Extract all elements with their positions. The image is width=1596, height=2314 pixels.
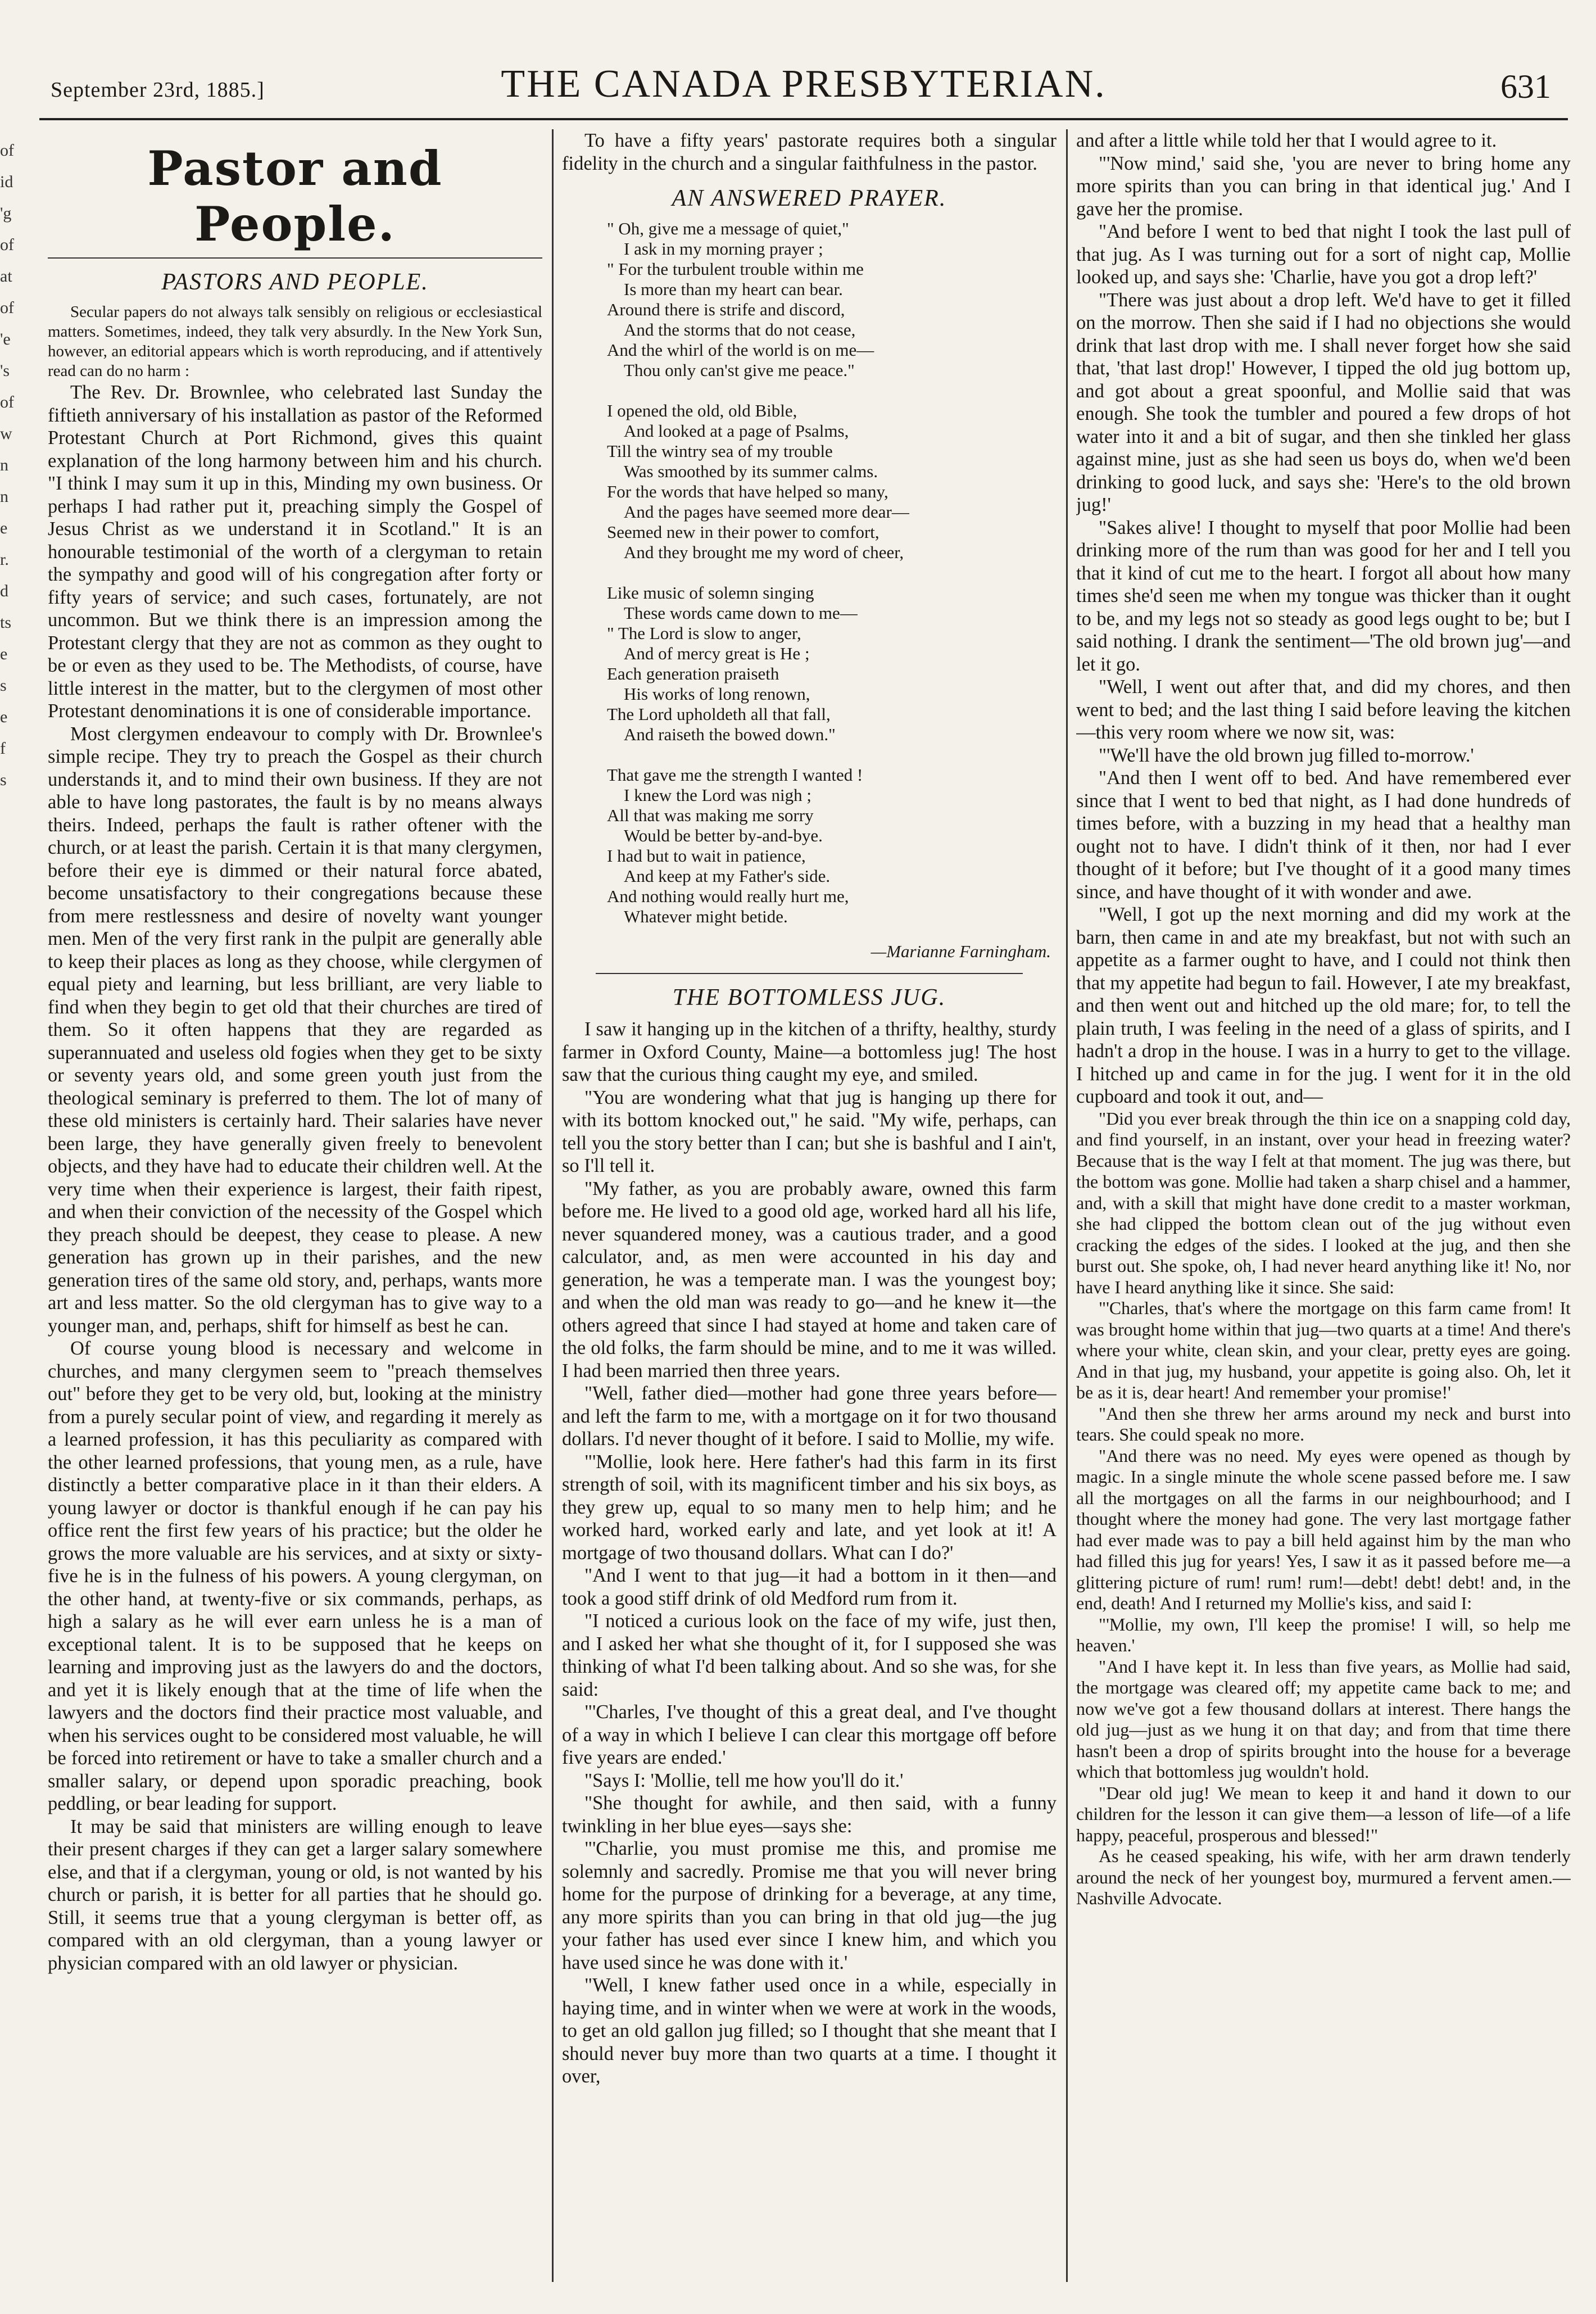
article-body-continued <box>1076 1108 1571 1909</box>
article-intro: Secular papers do not always talk sensibly on religious or ecclesiastical matters. Sometimes, indeed, they talk very absurdly. In the New York Sun, however, an editorial appears which is worth reproducing, and if attentively read can do no harm : <box>48 303 542 380</box>
paragraph: "'Mollie, my own, I'll keep the promise! I will, so help me heaven.' <box>1076 1614 1571 1655</box>
paragraph: It may be said that ministers are willing enough to leave their present charges if they can get a larger salary somewhere else, and that if a clergyman, young or old, is not wanted by his church or parish, it is better for all parties that he should go. Still, it seems true that a young clergyman is better off, as compared with an old clergyman, than a young lawyer or physician compared with an old lawyer or physician. <box>48 1815 542 1974</box>
margin-mark: w <box>0 424 12 443</box>
paragraph: "Dear old jug! We mean to keep it and hand it down to our children for the lesson it can give them—a lesson of life—of a life happy, peaceful, prosperous and blessed!" <box>1076 1782 1571 1845</box>
margin-mark: ts <box>0 613 12 632</box>
paragraph: "'Charlie, you must promise me this, and promise me solemnly and sacredly. Promise me that you will never bring home for the purpose of drinking for a beverage, at any time, any more spirits than you can bring in that old jug—the jug your father has used ever since I knew him, and which you have used since he was done with it.' <box>562 1838 1057 1973</box>
paragraph: "There was just about a drop left. We'd have to get it filled on the morrow. Then she said if I had no objections she would drink that last drop with me. I shall never forget how she said that, 'that last drop!' However, I tipped the old jug bottom up, and got about a great spoonful, and Mollie said that was enough. She took the tumbler and poured a few drops of hot water into it and a bit of sugar, and then she tinkled her glass against mine, just as she had seen us boys do, when we'd been drinking to good luck, and says she: 'Here's to the old brown jug!' <box>1076 289 1571 515</box>
margin-mark: 'g <box>0 204 12 223</box>
paragraph: "And I have kept it. In less than five years, as Mollie had said, the mortgage was cleared off; my appetite came back to me; and now we've got a few thousand dollars at interest. There hangs the old jug—just as we hung it on that day; and from that time there hasn't been a drop of spirits brought into the house for a beverage which that bottomless jug wouldn't hold. <box>1076 1656 1571 1782</box>
poem-author: —Marianne Farningham. <box>870 941 1051 961</box>
poem-line: Like music of solemn singing <box>607 583 814 603</box>
article-body <box>48 381 542 1975</box>
poem-line: The Lord upholdeth all that fall, <box>607 704 831 724</box>
article-title: THE BOTTOMLESS JUG. <box>672 985 946 1011</box>
poem-line: " For the turbulent trouble within me <box>607 259 864 279</box>
poem-body <box>607 219 1057 927</box>
margin-mark: s <box>0 771 7 789</box>
margin-mark: n <box>0 487 8 506</box>
paragraph: "Well, I got up the next morning and did my work at the barn, then came in and ate my breakfast, but not with such an appetite as a farmer ought to have, and I could not think then that my appetite had begun to fail. However, I ate my breakfast, and then went out and hitched up the old mare; for, to tell the plain truth, I was feeling in the need of a glass of spirits, and I hadn't a drop in the house. I was in a hurry to get to the village. I hitched up and came in for the jug. I went for it in the old cupboard and took it out, and— <box>1076 904 1571 1107</box>
margin-mark: f <box>0 739 6 758</box>
poem-line: That gave me the strength I wanted ! <box>607 765 863 785</box>
margin-mark: e <box>0 519 8 537</box>
poem-line: And looked at a page of Psalms, <box>624 421 849 441</box>
department-heading: Pastor and People. <box>147 141 443 252</box>
poem-line: " Oh, give me a message of quiet," <box>607 219 849 238</box>
margin-mark: s <box>0 676 7 695</box>
poem-stanza <box>607 401 1057 563</box>
poem-line: And they brought me my word of cheer, <box>624 542 904 562</box>
article-rule <box>596 973 1023 974</box>
poem-line: And the whirl of the world is on me— <box>607 340 874 360</box>
paragraph: "'Charles, I've thought of this a great deal, and I've thought of a way in which I believe I can clear this mortgage off before five years are ended.' <box>562 1701 1057 1768</box>
paragraph: "And then I went off to bed. And have remembered ever since that I went to bed that night, as I had done hundreds of times before, with a buzzing in my head that a healthy man ought not to have. I didn't think of it then, nor had I ever thought of it before; but I've thought of it a good many times since, and have thought of it with wonder and awe. <box>1076 767 1571 903</box>
margin-mark: of <box>0 236 14 254</box>
poem-line: I knew the Lord was nigh ; <box>624 785 812 805</box>
margin-mark: n <box>0 456 8 474</box>
poem-line: And the pages have seemed more dear— <box>624 502 909 522</box>
poem-line: Each generation praiseth <box>607 664 779 683</box>
paragraph: As he ceased speaking, his wife, with her arm drawn tenderly around the neck of her youngest boy, murmured a fervent amen.—Nashville Advocate. <box>1076 1846 1571 1908</box>
margin-mark: e <box>0 708 8 726</box>
poem-line: And the storms that do not cease, <box>624 320 856 339</box>
poem-stanza <box>607 583 1057 745</box>
paragraph: "I noticed a curious look on the face of my wife, just then, and I asked her what she thought of it, for I supposed she was thinking of what I'd been talking about. And so she was, for she said: <box>562 1610 1057 1700</box>
paragraph: "And then she threw her arms around my neck and burst into tears. She could speak no more. <box>1076 1403 1571 1444</box>
poem-stanza <box>607 765 1057 927</box>
article-body <box>562 1018 1057 2088</box>
poem-line: His works of long renown, <box>624 684 810 704</box>
paragraph: Of course young blood is necessary and welcome in churches, and many clergymen seem to "preach themselves out" before they get to be very old, but, looking at the ministry from a purely secular point of view, and regarding it merely as a learned profession, it has this peculiarity as compared with the other learned professions, that young men, as a rule, have distinctly a better comparative place in it than their elders. A young lawyer or doctor is thankful enough if he can pay his office rent the first few years of his practice; but the older he grows the more valuable are his services, and at sixty or sixty-five he is in the fulness of his powers. A young clergyman, on the other hand, at twenty-five or six commands, perhaps, as high a salary as he will ever earn unless he is a man of exceptional talent. It is to be supposed that he keeps on learning and improving just as the lawyers do and the doctors, and yet it is likely enough that at the time of life when the lawyers and the doctors find their practice most valuable, and when his services ought to be considered most valuable, he will be forced into retirement or have to take a smaller church and a smaller salary, or depend upon sporadic preaching, book peddling, or bear leading for support. <box>48 1338 542 1814</box>
left-margin-marks <box>0 135 29 796</box>
paragraph: "She thought for awhile, and then said, with a funny twinkling in her blue eyes—says she: <box>562 1792 1057 1837</box>
poem-line: Was smoothed by its summer calms. <box>624 461 878 481</box>
paragraph: "And I went to that jug—it had a bottom in it then—and took a good stiff drink of old Medford rum from it. <box>562 1565 1057 1609</box>
heading-rule <box>48 257 542 259</box>
margin-mark: r. <box>0 550 9 569</box>
page-number: 631 <box>1500 68 1551 105</box>
poem-line: These words came down to me— <box>624 603 858 623</box>
paragraph: "'Charles, that's where the mortgage on this farm came from! It was brought home within that jug—two quarts at a time! And there's where your white, clean skin, and your clear, pretty eyes are going. And in that jug, my husband, your appetite is going also. Oh, let it be as it is, dear heart! And remember your promise!' <box>1076 1298 1571 1402</box>
poem-line: And nothing would really hurt me, <box>607 886 849 906</box>
paragraph: "Well, father died—mother had gone three years before—and left the farm to me, with a mortgage on it for two thousand dollars. I'd never thought of it before. I said to Mollie, my wife. <box>562 1383 1057 1450</box>
newspaper-title: THE CANADA PRESBYTERIAN. <box>501 62 1107 106</box>
poem-line: Seemed new in their power to comfort, <box>607 522 879 542</box>
poem-line: And of mercy great is He ; <box>624 644 810 663</box>
poem-title: AN ANSWERED PRAYER. <box>672 185 947 211</box>
poem-line: Around there is strife and discord, <box>607 300 845 319</box>
poem-line: And keep at my Father's side. <box>624 866 831 886</box>
margin-mark: of <box>0 141 14 160</box>
margin-mark: at <box>0 267 12 286</box>
paragraph: I saw it hanging up in the kitchen of a thrifty, healthy, sturdy farmer in Oxford County, Maine—a bottomless jug! The host saw that the curious thing caught my eye, and smiled. <box>562 1018 1057 1085</box>
paragraph: "Did you ever break through the thin ice on a snapping cold day, and find yourself, in an instant, over your head in freezing water? Because that is the way I felt at that moment. The jug was there, but the bottom was gone. Mollie had taken a sharp chisel and a hammer, and, with a skill that might have done credit to a master workman, she had clipped the bottom clean out of the jug without even cracking the edges of the sides. I looked at the jug, and then she burst out. She spoke, oh, I had never heard anything like it! No, nor have I heard anything like it since. She said: <box>1076 1108 1571 1297</box>
poem-line: I had but to wait in patience, <box>607 846 806 866</box>
column-3 <box>1076 129 1571 2288</box>
header-rule <box>39 118 1568 120</box>
paragraph: "'Mollie, look here. Here father's had this farm in its first strength of soil, with its magnificent timber and his six boys, as they grew up, equal to so many men to help him; and he worked hard, worked early and late, and yet look at it! A mortgage of two thousand dollars. What can I do?' <box>562 1451 1057 1564</box>
column-1 <box>48 129 542 2288</box>
issue-date: September 23rd, 1885.] <box>51 78 265 102</box>
poem-line: Whatever might betide. <box>624 907 788 926</box>
paragraph: "Sakes alive! I thought to myself that poor Mollie had been drinking more of the rum than was good for her and I tell you that it kind of cut me to the heart. I forgot all about how many times she'd seen me when my tongue was thicker than it ought to be, and my legs not so steady as good legs ought to be; but I said nothing. I drank the sentiment—'The old brown jug'—and let it go. <box>1076 517 1571 675</box>
margin-mark: 'e <box>0 330 11 348</box>
poem-stanza <box>607 219 1057 381</box>
paragraph: "Well, I knew father used once in a while, especially in haying time, and in winter when we were at work in the woods, to get an old gallon jug filled; so I thought that she meant that I should never buy more than two quarts at a time. I thought it over, <box>562 1975 1057 2087</box>
margin-mark: id <box>0 173 13 191</box>
paragraph: The Rev. Dr. Brownlee, who celebrated last Sunday the fiftieth anniversary of his installation as pastor of the Reformed Protestant Church at Port Richmond, gives this quaint explanation of the long harmony between him and his church. "I think I may sum it up in this, Minding my own business. Or perhaps I had rather put it, preaching simply the Gospel of Jesus Christ as we understand it in Scotland." It is an honourable testimonial of the worth of a clergyman to retain the sympathy and good will of his congregation after forty or fifty years of service; and such cases, fortunately, are not uncommon. But we think there is an impression among the Protestant clergy that they are not as common as they ought to be or even as they used to be. The Methodists, of course, have little interest in the matter, but to the clergymen of most other Protestant denominations it is one of considerable importance. <box>48 382 542 722</box>
column-lead-text: To have a fifty years' pastorate requires both a singular fidelity in the church and a singular faithfulness in the pastor. <box>562 130 1057 174</box>
margin-mark: e <box>0 645 8 663</box>
paragraph: and after a little while told her that I would agree to it. <box>1076 130 1497 151</box>
poem-line: All that was making me sorry <box>607 805 814 825</box>
paragraph: Most clergymen endeavour to comply with Dr. Brownlee's simple recipe. They try to preach the Gospel as their church understands it, and to mind their own business. If they are not able to have long pastorates, the fault is by no means always theirs. Indeed, perhaps the fault is rather oftener with the church, or at least the parish. Certain it is that many clergymen, before their eye is dimmed or their natural force abated, become unsatisfactory to their congregations because these from mere restlessness and desire of novelty want younger men. Men of the very first rank in the pulpit are generally able to keep their places as long as they choose, while clergymen of equal piety and learning, but less brilliant, are very liable to find when they begin to get old that their churches are tired of them. So it often happens that they are regarded as superannuated and useless old fogies when they get to be sixty or seventy years old, and some green youth just from the theological seminary is preferred to them. The lot of many of these old ministers is certainly hard. Their salaries have never been large, they have generally given freely to benevolent objects, and they have had to educate their children well. At the very time when their experience is largest, their faith ripest, and when their conviction of the necessity of the Gospel which they preach should be deepest, they cease to please. A new generation has grown up in their parishes, and the new generation tires of the same old story, and, perhaps, wants more art and less matter. So the old clergyman has to give way to a younger man, and, perhaps, shift for himself as best he can. <box>48 723 542 1337</box>
poem-line: Is more than my heart can bear. <box>624 279 843 299</box>
margin-mark: of <box>0 393 14 411</box>
paragraph: "You are wondering what that jug is hanging up there for with its bottom knocked out," he said. "My wife, perhaps, can tell you the story better than I can; but she is bashful and I ain't, so I'll tell it. <box>562 1086 1057 1176</box>
poem-line: " The Lord is slow to anger, <box>607 623 801 643</box>
poem-line: For the words that have helped so many, <box>607 482 888 501</box>
article-title: PASTORS AND PEOPLE. <box>161 269 429 295</box>
paragraph: "And there was no need. My eyes were opened as though by magic. In a single minute the whole scene passed before me. I saw all the mortgages on all the farms in our neighbourhood; and I thought where the money had gone. The very last mortgage father had ever made was to pay a bill held against him by the man who had filled this jug for years! Yes, I saw it as it passed before me—a glittering picture of rum! rum! rum!—debt! debt! debt! and, in the end, death! And I returned my Mollie's kiss, and said I: <box>1076 1445 1571 1613</box>
poem-line: Till the wintry sea of my trouble <box>607 441 833 461</box>
paragraph: "And before I went to bed that night I took the last pull of that jug. As I was turning out for a sort of night cap, Mollie looked up, and says she: 'Charlie, have you got a drop left?' <box>1076 221 1571 288</box>
column-2 <box>562 129 1057 2288</box>
margin-mark: d <box>0 582 8 600</box>
page-header <box>39 62 1568 112</box>
paragraph: "'We'll have the old brown jug filled to-morrow.' <box>1099 744 1474 766</box>
margin-mark: 's <box>0 361 10 380</box>
poem-line: Would be better by-and-bye. <box>624 826 823 845</box>
poem-line: I opened the old, old Bible, <box>607 401 797 420</box>
poem-line: I ask in my morning prayer ; <box>624 239 823 259</box>
paragraph: "'Now mind,' said she, 'you are never to bring home any more spirits than you can bring in that identical jug.' And I gave her the promise. <box>1076 152 1571 220</box>
column-divider <box>1066 129 1068 2282</box>
column-divider <box>552 129 554 2282</box>
poem-line: And raiseth the bowed down." <box>624 724 836 744</box>
margin-mark: of <box>0 298 14 317</box>
paragraph: "My father, as you are probably aware, owned this farm before me. He lived to a good old age, worked hard all his life, never squandered money, was a cautious trader, and a good calculator, and, as men were accounted in his day and generation, he was a temperate man. I was the youngest boy; and when the old man was ready to go—and he knew it—the others agreed that since I had stayed at home and taken care of the old folks, the farm should be mine, and to me it was willed. I had been married then three years. <box>562 1178 1057 1382</box>
article-body-continued <box>1076 129 1571 1108</box>
paragraph: "Says I: 'Mollie, tell me how you'll do it.' <box>584 1769 904 1791</box>
paragraph: "Well, I went out after that, and did my chores, and then went to bed; and the last thing I said before leaving the kitchen—this very room where we now sit, was: <box>1076 676 1571 743</box>
poem-line: Thou only can'st give me peace." <box>624 360 855 380</box>
